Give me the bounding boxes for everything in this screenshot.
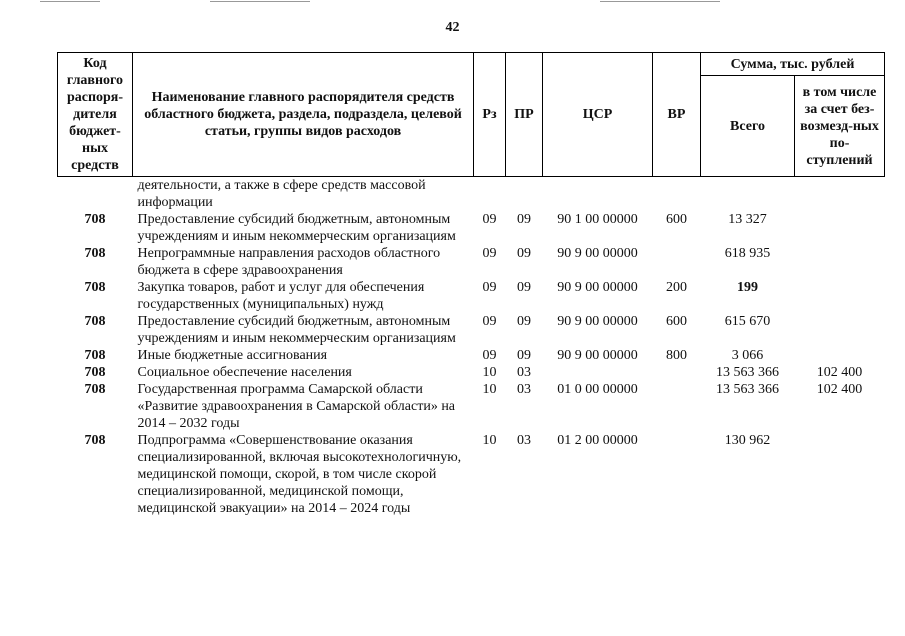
cell-vr: 600	[666, 212, 687, 227]
cell-name: Закупка товаров, работ и услуг для обеспечения государственных (муниципальных) нужд	[137, 280, 425, 312]
cell-vr: 200	[666, 280, 687, 295]
header-name: Наименование главного распорядителя средств областного бюджета, раздела, подраздела, целевой статьи, группы видов расходов	[133, 53, 474, 177]
cell-pr: 09	[517, 212, 531, 227]
cell-free: 102 400	[816, 382, 863, 397]
header-free: в том числе за счет без-возмезд-ных по-ступлений	[795, 76, 885, 177]
cell-code: 708	[84, 382, 106, 397]
scan-edge-line	[210, 1, 310, 2]
cell-free: 102 400	[816, 365, 863, 380]
cell-name: Предоставление субсидий бюджетным, автономным учреждениям и иным некоммерческим организациям	[137, 314, 456, 346]
cell-name: Подпрограмма «Совершенствование оказания специализированной, включая высокотехнологичную, медицинской помощи, скорой, в том числе скорой специализированной, медицинской помощи, медицинской эвакуации» на 2014 – 2024 годы	[137, 433, 462, 516]
cell-rz: 09	[482, 314, 497, 329]
cell-code: 708	[84, 280, 106, 295]
table-row	[58, 347, 885, 364]
cell-total: 618 935	[724, 246, 771, 261]
header-csr: ЦСР	[543, 53, 653, 177]
cell-code: 708	[84, 348, 106, 363]
table-row	[58, 279, 885, 313]
cell-free	[795, 347, 885, 364]
cell-total: 13 563 366	[716, 365, 779, 380]
cell-total: 13 563 366	[716, 382, 779, 397]
cell-code: 708	[84, 365, 106, 380]
cell-free	[795, 432, 885, 517]
cell-csr: 01 2 00 00000	[557, 433, 638, 448]
table-row	[58, 381, 885, 432]
cell-name: деятельности, а также в сфере средств массовой информации	[137, 178, 426, 210]
cell-free	[795, 313, 885, 347]
cell-code: 708	[84, 212, 106, 227]
table-row	[58, 313, 885, 347]
cell-pr: 09	[517, 246, 531, 261]
cell-vr: 600	[666, 314, 687, 329]
cell-total: 3 066	[731, 348, 764, 363]
cell-name: Иные бюджетные ассигнования	[137, 348, 328, 363]
cell-vr	[653, 432, 701, 517]
cell-code: 708	[84, 314, 106, 329]
cell-pr: 09	[517, 348, 531, 363]
cell-vr: 800	[666, 348, 687, 363]
cell-pr: 03	[517, 365, 531, 380]
header-rz: Рз	[474, 53, 506, 177]
cell-csr: 01 0 00 00000	[557, 382, 638, 397]
cell-name: Социальное обеспечение населения	[137, 365, 352, 380]
cell-vr	[653, 381, 701, 432]
table-row	[58, 177, 885, 212]
scan-edge-line	[600, 1, 720, 2]
cell-csr: 90 9 00 00000	[557, 314, 638, 329]
header-vr: ВР	[653, 53, 701, 177]
cell-name: Государственная программа Самарской области «Развитие здравоохранения в Самарской области» на 2014 – 2032 годы	[137, 382, 456, 431]
cell-rz: 09	[482, 348, 497, 363]
cell-name: Непрограммные направления расходов областного бюджета в сфере здравоохранения	[137, 246, 441, 278]
table-row	[58, 364, 885, 381]
cell-pr: 03	[517, 433, 531, 448]
table-row	[58, 245, 885, 279]
cell-rz: 09	[482, 280, 497, 295]
cell-total	[701, 177, 795, 212]
cell-free	[795, 245, 885, 279]
cell-free	[795, 177, 885, 212]
cell-csr: 90 9 00 00000	[557, 246, 638, 261]
cell-code	[58, 177, 133, 212]
cell-csr: 90 9 00 00000	[557, 348, 638, 363]
header-sum-group: Сумма, тыс. рублей	[701, 53, 885, 76]
cell-csr	[543, 177, 653, 212]
cell-vr	[653, 364, 701, 381]
cell-pr: 09	[517, 280, 531, 295]
cell-total: 199	[737, 280, 758, 295]
budget-table	[57, 52, 885, 517]
table-row	[58, 211, 885, 245]
cell-free	[795, 211, 885, 245]
cell-code: 708	[84, 246, 106, 261]
cell-rz	[474, 177, 506, 212]
cell-vr	[653, 245, 701, 279]
cell-vr	[653, 177, 701, 212]
cell-rz: 10	[482, 382, 497, 397]
table-row	[58, 432, 885, 517]
cell-csr	[543, 364, 653, 381]
cell-csr: 90 1 00 00000	[557, 212, 638, 227]
cell-rz: 10	[482, 365, 497, 380]
scan-edge-line	[40, 1, 100, 2]
cell-pr	[506, 177, 543, 212]
header-pr: ПР	[506, 53, 543, 177]
cell-total: 130 962	[724, 433, 771, 448]
cell-pr: 03	[517, 382, 531, 397]
cell-total: 615 670	[724, 314, 771, 329]
cell-rz: 09	[482, 246, 497, 261]
cell-name: Предоставление субсидий бюджетным, автономным учреждениям и иным некоммерческим организациям	[137, 212, 456, 244]
cell-rz: 10	[482, 433, 497, 448]
cell-total: 13 327	[728, 212, 767, 227]
cell-pr: 09	[517, 314, 531, 329]
header-total: Всего	[701, 76, 795, 177]
header-code: Код главного распоря-дителя бюджет-ных средств	[58, 53, 133, 177]
cell-rz: 09	[482, 212, 497, 227]
cell-code: 708	[84, 433, 106, 448]
cell-csr: 90 9 00 00000	[557, 280, 638, 295]
table-body	[58, 177, 885, 518]
page-number: 42	[445, 20, 460, 35]
cell-free	[795, 279, 885, 313]
